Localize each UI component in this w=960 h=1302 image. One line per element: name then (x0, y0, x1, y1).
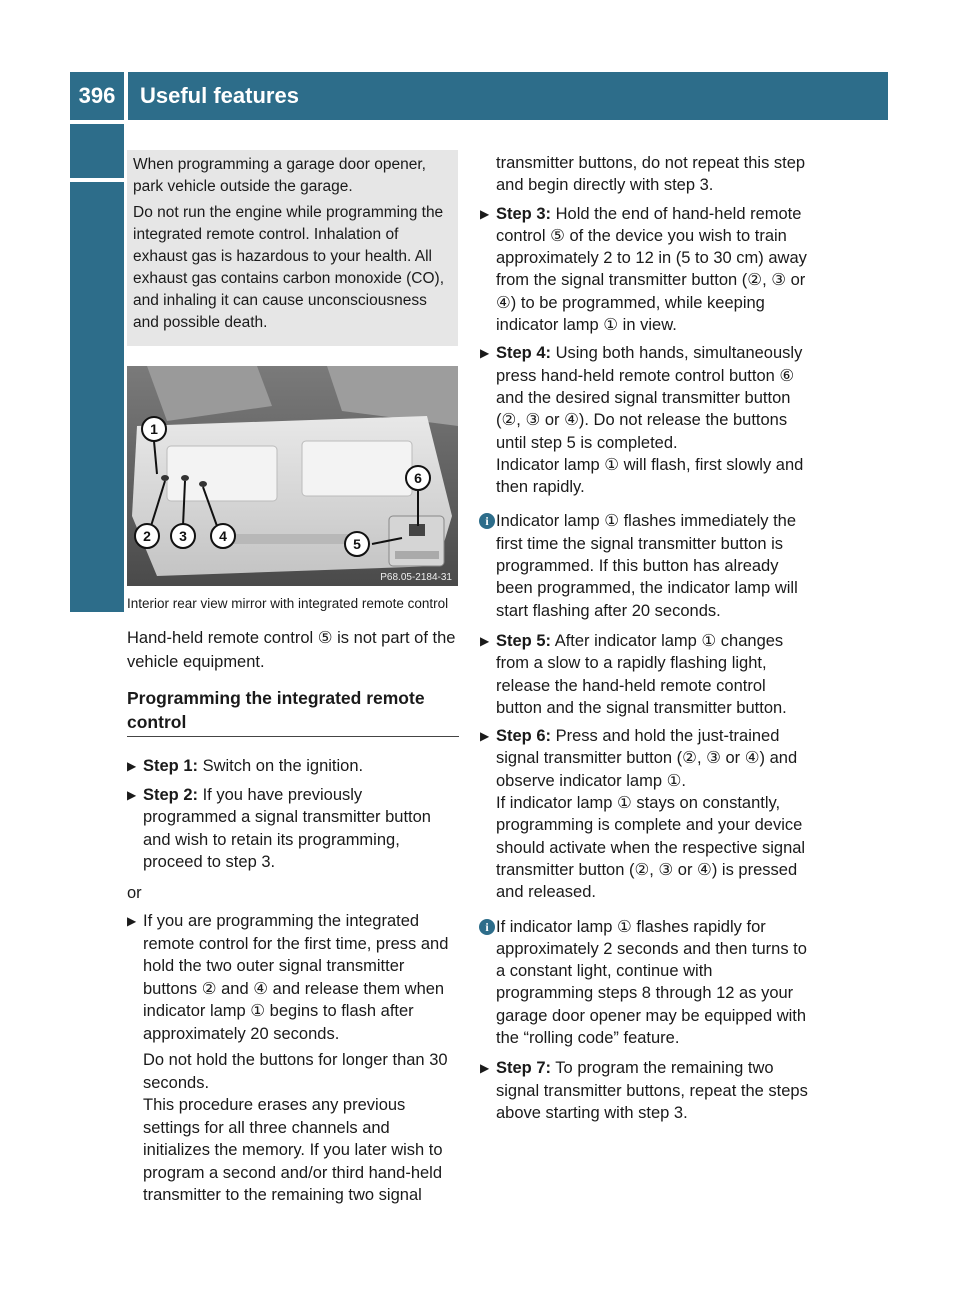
svg-text:1: 1 (150, 421, 158, 437)
step-arrow-icon: ▶ (127, 914, 137, 928)
warning-text-1: When programming a garage door opener, park vehicle outside the garage. (133, 156, 426, 195)
continued-text: transmitter buttons, do not repeat this step and begin directly with step 3. (496, 154, 806, 195)
step-3: ▶ Step 3: Hold the end of hand-held remote control ⑤ of the device you wish to train approximately 2 to 12 in (5 to 30 cm) away from the signal transmitter button (②, ③ or ④) to be programmed, while keeping indicator lamp ① in view. (480, 204, 807, 335)
mirror-figure (127, 366, 458, 586)
callout-2 (135, 524, 159, 548)
left-column (127, 150, 459, 1207)
warning-box (127, 150, 458, 346)
svg-text:4: 4 (219, 528, 227, 544)
figure-caption: Interior rear view mirror with integrated remote control (127, 596, 449, 611)
step-arrow-icon: ▶ (127, 787, 137, 802)
step-arrow-icon: ▶ (480, 206, 490, 221)
step-5: ▶ Step 5: After indicator lamp ① changes from a slow to a rapidly flashing light, release the hand-held remote control button and the signal transmitter button. (480, 631, 787, 717)
step-arrow-icon: ▶ (480, 633, 490, 648)
step-7: ▶ Step 7: To program the remaining two signal transmitter buttons, repeat the steps above starting with step 3. (480, 1059, 808, 1122)
step-2-alt-note-2: This procedure erases any previous settings for all three channels and initializes the memory. If you later wish to program a second and/or third hand-held transmitter to the remaining two signal (143, 1096, 443, 1204)
info-icon: i (479, 919, 495, 935)
info-note-1: i Indicator lamp ① flashes immediately the first time the signal transmitter button is programmed. If this button has already been programmed, the indicator lamp will start flashing after 20 seconds. (480, 510, 812, 621)
hand-held-note: Hand-held remote control ⑤ is not part of the vehicle equipment. (127, 629, 456, 671)
mirror-illustration (127, 366, 458, 586)
step-arrow-icon: ▶ (480, 346, 490, 361)
callout-1 (142, 417, 166, 441)
svg-text:6: 6 (414, 470, 422, 486)
callout-4 (211, 524, 235, 548)
svg-text:2: 2 (143, 528, 151, 544)
section-heading: Programming the integrated remote control (127, 686, 459, 737)
page-number: 396 (70, 72, 124, 120)
step-6: ▶ Step 6: Press and hold the just-trained signal transmitter button (②, ③ or ④) and observe indicator lamp ①. If indicator lamp ① stays on constantly, programming is complete and your device should activate when the respective signal transmitter button (②, ③ or ④) is pressed and released. (480, 725, 812, 903)
figure-code: P68.05-2184-31 (380, 572, 452, 583)
side-tab (70, 182, 124, 612)
svg-text:3: 3 (179, 528, 187, 544)
info-note-2: i If indicator lamp ① flashes rapidly for approximately 2 seconds and then turns to a constant light, continue with programming steps 8 through 12 as your garage door opener may be equipped with the “rolling code” feature. (480, 916, 812, 1050)
step-4-note: Indicator lamp ① will flash, first slowly and then rapidly. (496, 455, 804, 497)
right-column (480, 152, 812, 1124)
info-icon: i (479, 513, 495, 529)
step-arrow-icon: ▶ (127, 759, 137, 773)
callout-3 (171, 524, 195, 548)
step-1: ▶ Step 1: Switch on the ignition. (127, 755, 459, 778)
warning-text-2: Do not run the engine while programming the integrated remote control. Inhalation of exhaust gas is hazardous to your health. All exhaust gas contains carbon monoxide (CO), and inhaling it can cause unconsciousness and possible death. (133, 204, 445, 331)
callout-6 (406, 466, 430, 490)
callout-5 (345, 532, 369, 556)
step-2: ▶ Step 2: If you have previously programmed a signal transmitter button and wish to retain its programming, proceed to step 3. (127, 785, 431, 871)
step-4: ▶ Step 4: Using both hands, simultaneously press hand-held remote control button ⑥ and the desired signal transmitter button (②, ③ or ④). Do not release the buttons until step 5 is completed. Indicator lamp ① will flash, first slowly and then rapidly. (480, 342, 812, 498)
step-2-alt-note-1: Do not hold the buttons for longer than 30 seconds. (143, 1051, 448, 1092)
step-2-alternative: ▶ If you are programming the integrated remote control for the first time, press and hold the two outer signal transmitter buttons ② and ④ and release them when indicator lamp ① begins to flash after approximately 20 seconds. Do not hold the buttons for longer than 30 seconds. This procedure erases any previous settings for all three channels and initializes the memory. If you later wish to program a second and/or third hand-held transmitter to the remaining two signal (127, 910, 459, 1207)
section-title: Useful features (128, 72, 888, 120)
or-separator: or (127, 883, 142, 902)
step-6-note: If indicator lamp ① stays on constantly, programming is complete and your device should activate when the respective signal transmitter button (②, ③ or ④) is pressed and released. (496, 794, 806, 902)
step-arrow-icon: ▶ (480, 1061, 490, 1076)
svg-text:5: 5 (353, 536, 361, 552)
step-arrow-icon: ▶ (480, 729, 490, 744)
side-tab-marker (70, 124, 124, 178)
